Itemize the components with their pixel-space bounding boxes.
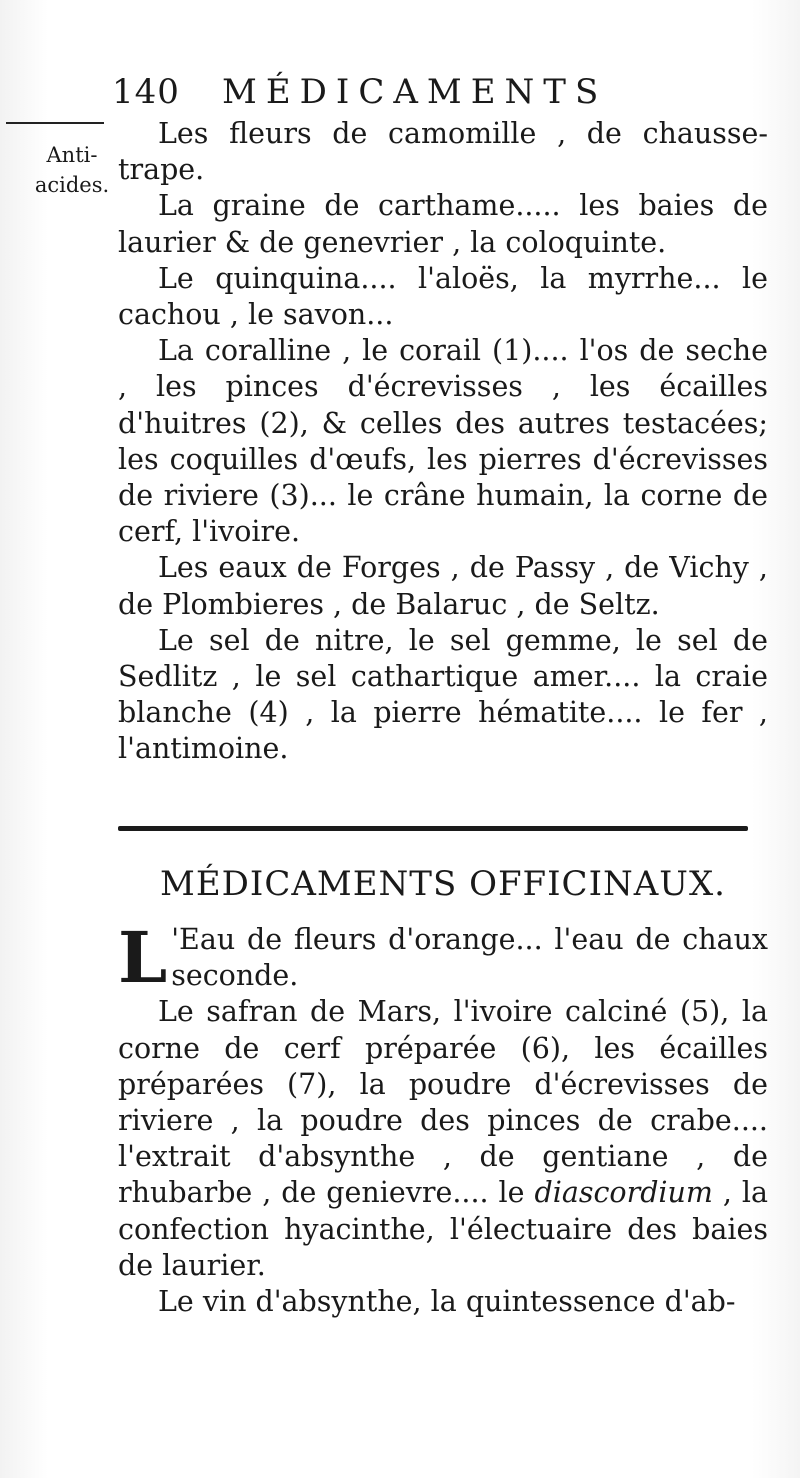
running-title: MÉDICAMENTS xyxy=(222,72,608,112)
paragraph: La graine de carthame..... les baies de laurier & de genevrier , la coloquinte. xyxy=(118,189,768,259)
paragraph: Le vin d'absynthe, la quintessence d'ab- xyxy=(158,1285,736,1319)
page-number: 140 xyxy=(112,72,180,112)
margin-note xyxy=(32,140,112,200)
margin-rule xyxy=(6,122,104,124)
section-officinaux xyxy=(118,916,769,1320)
paragraph-text: Le safran de Mars, l'ivoire calciné (5), la corne de cerf préparée (6), les écailles préparées (7), la poudre d'écrevisses de riviere , la poudre des pinces de crabe.... l'extrait d'absynthe , de gentiane , de rhubarbe , de genievre.... le xyxy=(118,995,768,1210)
margin-note-line-1: Anti- xyxy=(46,143,98,167)
section-title: MÉDICAMENTS OFFICINAUX. xyxy=(160,864,726,904)
margin-note-line-2: acides. xyxy=(34,173,110,197)
paragraph xyxy=(118,916,768,999)
section-anti-acides xyxy=(118,108,768,768)
drop-cap: L xyxy=(118,916,168,999)
paragraph: La coralline , le corail (1).... l'os de seche , les pinces d'écrevisses , les écailles d'huitres (2), & celles des autres testacées; les coquilles d'œufs, les pierres d'écrevisses de riviere (3)... le crâne humain, la corne de cerf, l'ivoire. xyxy=(118,334,768,549)
italic-term: diascordium xyxy=(534,1176,713,1210)
paragraph: Les eaux de Forges , de Passy , de Vichy , de Plombieres , de Balaruc , de Seltz. xyxy=(118,551,768,621)
section-divider xyxy=(118,826,748,831)
paragraph: Les fleurs de camomille , de chausse-trape. xyxy=(118,117,768,187)
paragraph: Le quinquina.... l'aloës, la myrrhe... le cachou , le savon... xyxy=(118,261,768,332)
paragraph: Le sel de nitre, le sel gemme, le sel de Sedlitz , le sel cathartique amer.... la craie blanche (4) , la pierre hématite.... le fer , l'antimoine. xyxy=(118,623,768,766)
paragraph-text: , la confection hyacinthe, l'électuaire des baies de laurier. xyxy=(118,1176,769,1282)
paragraph-text: 'Eau de fleurs d'orange... l'eau de chaux seconde. xyxy=(171,923,768,993)
paragraph xyxy=(118,994,768,1284)
page-header xyxy=(112,72,607,112)
